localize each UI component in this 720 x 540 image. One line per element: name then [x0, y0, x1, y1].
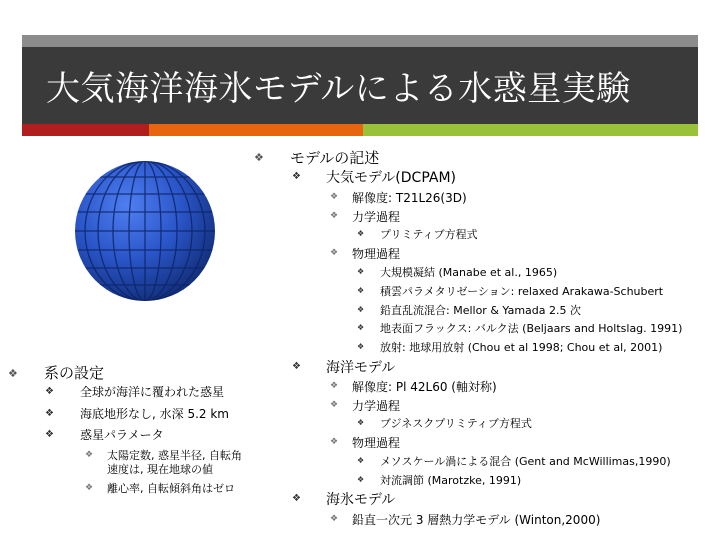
title-bar: [22, 35, 698, 124]
bullet-icon: ❖: [45, 386, 54, 397]
bullet-icon: ❖: [330, 437, 339, 447]
param-item: 速度は, 現在地球の値: [107, 463, 213, 476]
globe-icon: [74, 160, 216, 302]
bullet-icon: ❖: [357, 286, 365, 295]
system-heading: 系の設定: [44, 364, 105, 382]
bullet-icon: ❖: [357, 323, 365, 332]
ocean-physics-item: 対流調節 (Marotzke, 1991): [380, 474, 522, 487]
bullet-icon: ❖: [357, 342, 365, 351]
bullet-icon: ❖: [330, 400, 339, 410]
bullet-icon: ❖: [357, 456, 365, 465]
bullet-icon: ❖: [45, 408, 54, 419]
slide-title: 大気海洋海氷モデルによる水惑星実験: [46, 69, 631, 109]
bullet-icon: ❖: [330, 192, 339, 202]
bullet-icon: ❖: [8, 367, 18, 380]
bullet-icon: ❖: [330, 211, 339, 221]
param-item: 太陽定数, 惑星半径, 自転角: [107, 449, 242, 462]
bullet-icon: ❖: [357, 229, 365, 238]
bullet-icon: ❖: [357, 475, 365, 484]
bullet-icon: ❖: [85, 483, 94, 493]
title-bar-highlight: [22, 35, 698, 47]
ocean-dynamics-item: ブジネスクプリミティブ方程式: [380, 417, 532, 430]
bullet-icon: ❖: [45, 429, 54, 440]
stripe-red: [22, 124, 149, 136]
atmos-model-label: 大気モデル(DCPAM): [326, 170, 456, 186]
atmos-physics-item: 大規模凝結 (Manabe et al., 1965): [380, 266, 558, 279]
bullet-icon: ❖: [357, 418, 365, 427]
bullet-icon: ❖: [330, 381, 339, 391]
ocean-physics: 物理過程: [352, 436, 401, 450]
atmos-physics-item: 積雲パラメタリゼーション: relaxed Arakawa-Schubert: [380, 285, 664, 298]
seaice-item: 鉛直一次元 3 層熱力学モデル (Winton,2000): [352, 513, 601, 527]
atmos-physics-item: 地表面フラックス: バルク法 (Beljaars and Holtslag. 1991): [380, 322, 683, 335]
bullet-icon: ❖: [292, 361, 301, 372]
bullet-icon: ❖: [85, 450, 94, 460]
seaice-model-label: 海氷モデル: [326, 492, 396, 508]
bullet-icon: ❖: [330, 514, 339, 524]
atmos-physics-item: 放射: 地球用放射 (Chou et al 1998; Chou et al, 2001): [380, 341, 663, 354]
ocean-dynamics: 力学過程: [352, 399, 401, 413]
bullet-icon: ❖: [292, 171, 301, 182]
bullet-icon: ❖: [357, 305, 365, 314]
bullet-icon: ❖: [254, 151, 264, 164]
system-item: 惑星パラメータ: [80, 428, 164, 442]
ocean-resolution: 解像度: Pl 42L60 (軸対称): [352, 380, 497, 394]
atmos-physics: 物理過程: [352, 247, 401, 261]
globe-image: [74, 160, 216, 302]
ocean-model-label: 海洋モデル: [326, 360, 396, 376]
atmos-physics-item: 鉛直乱流混合: Mellor & Yamada 2.5 次: [380, 304, 582, 317]
atmos-dynamics-item: プリミティブ方程式: [380, 228, 478, 241]
atmos-dynamics: 力学過程: [352, 210, 401, 224]
param-item: 離心率, 自転傾斜角はゼロ: [107, 482, 235, 495]
bullet-icon: ❖: [330, 248, 339, 258]
bullet-icon: ❖: [292, 493, 301, 504]
stripe-orange: [149, 124, 363, 136]
bullet-icon: ❖: [357, 267, 365, 276]
atmos-resolution: 解像度: T21L26(3D): [352, 191, 467, 205]
system-item: 全球が海洋に覆われた惑星: [80, 385, 225, 399]
stripe-green: [363, 124, 698, 136]
ocean-physics-item: メソスケール渦による混合 (Gent and McWillimas,1990): [380, 455, 671, 468]
model-heading: モデルの記述: [290, 149, 380, 167]
system-item: 海底地形なし, 水深 5.2 km: [80, 407, 229, 421]
